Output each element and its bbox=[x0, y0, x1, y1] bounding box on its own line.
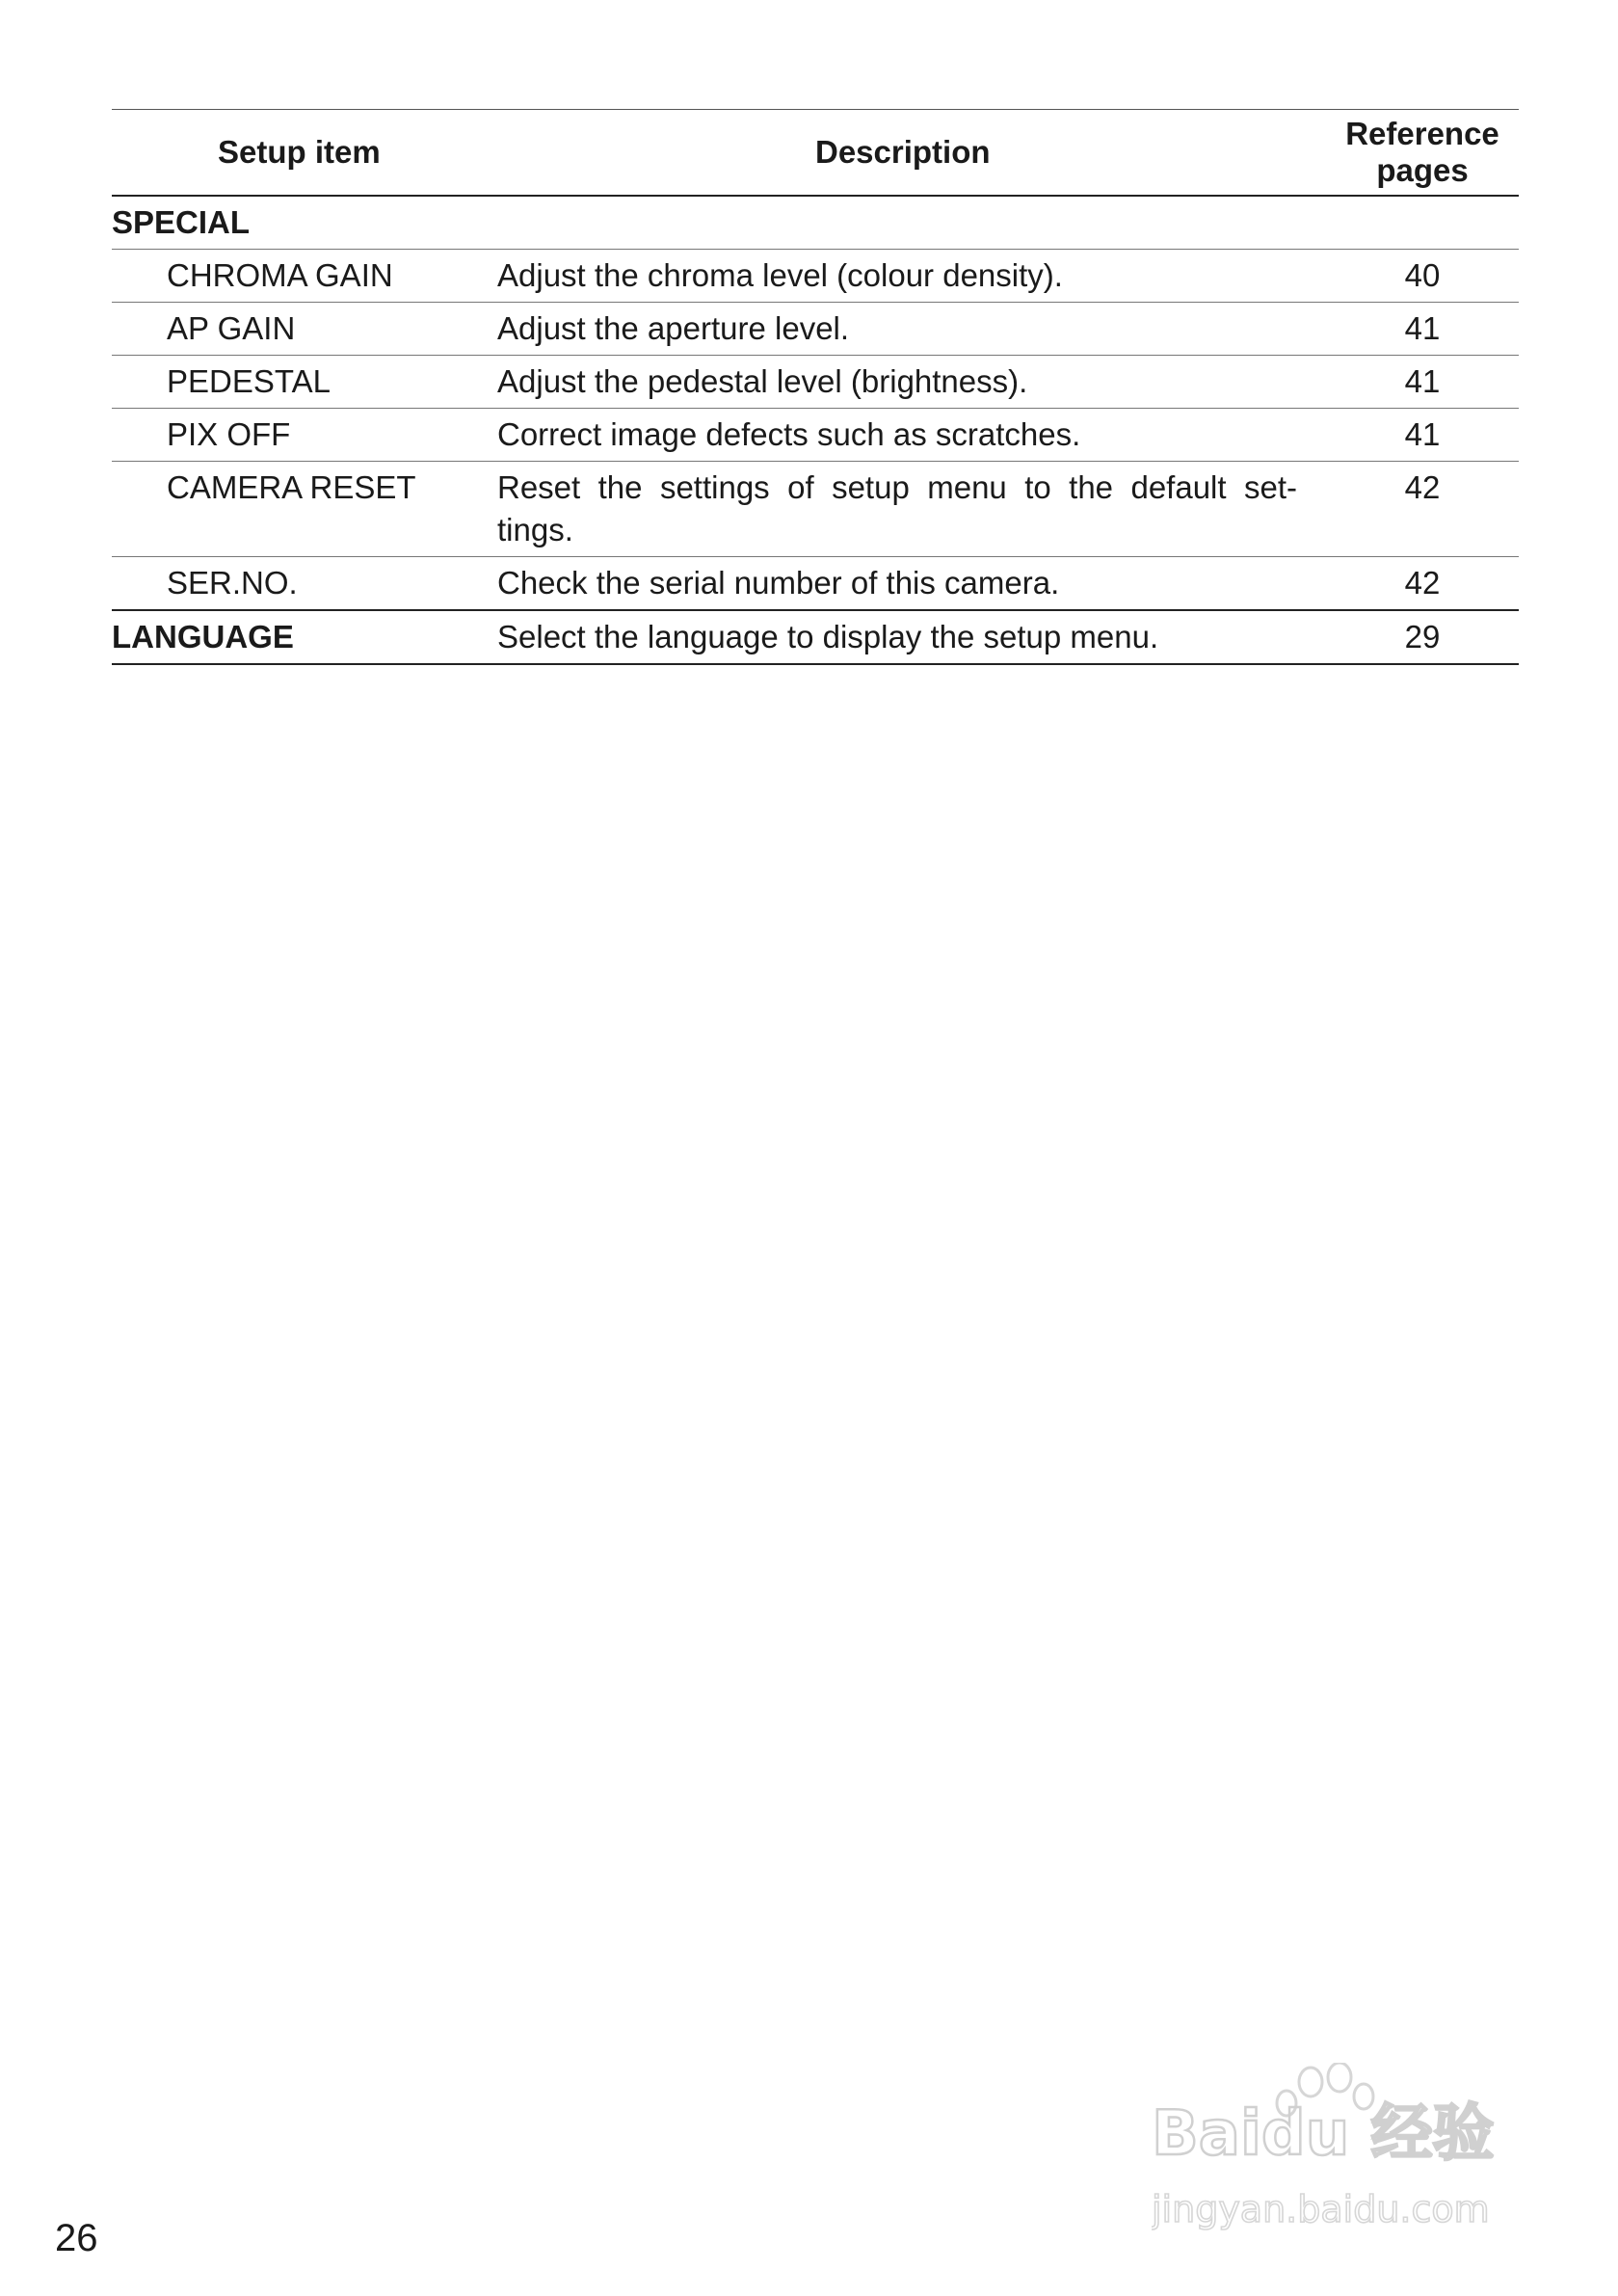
item-ser-no: SER.NO. bbox=[167, 565, 298, 601]
item-language: LANGUAGE bbox=[112, 619, 294, 654]
table-row bbox=[112, 462, 1519, 557]
item-chroma-gain: CHROMA GAIN bbox=[167, 257, 393, 293]
header-description: Description bbox=[815, 134, 991, 170]
item-ap-gain: AP GAIN bbox=[167, 310, 296, 346]
section-special-row bbox=[112, 196, 1519, 250]
row-reference-page: 41 bbox=[1404, 416, 1441, 452]
setup-table bbox=[112, 109, 1519, 665]
row-reference-page: 41 bbox=[1404, 310, 1441, 346]
watermark-brand: Baidu 经验 bbox=[1152, 2098, 1495, 2170]
section-special-label: SPECIAL bbox=[112, 204, 251, 240]
table-header-row bbox=[112, 110, 1519, 197]
row-reference-page: 29 bbox=[1404, 619, 1441, 654]
row-description: Adjust the chroma level (colour density). bbox=[497, 257, 1063, 293]
row-description: Select the language to display the setup menu. bbox=[497, 619, 1159, 654]
table-row bbox=[112, 356, 1519, 409]
table-row bbox=[112, 303, 1519, 356]
row-description: Adjust the aperture level. bbox=[497, 310, 850, 346]
row-description: Check the serial number of this camera. bbox=[497, 565, 1060, 601]
row-reference-page: 42 bbox=[1404, 469, 1441, 505]
table-row bbox=[112, 250, 1519, 303]
row-description: Reset the settings of setup menu to the default set- tings. bbox=[497, 469, 1297, 547]
watermark-logo bbox=[1152, 2063, 1537, 2256]
item-pedestal: PEDESTAL bbox=[167, 363, 331, 399]
item-camera-reset: CAMERA RESET bbox=[167, 469, 416, 505]
row-reference-page: 40 bbox=[1404, 257, 1441, 293]
header-reference-pages: Reference pages bbox=[1345, 116, 1499, 188]
row-reference-page: 42 bbox=[1404, 565, 1441, 601]
row-reference-page: 41 bbox=[1404, 363, 1441, 399]
watermark-url: jingyan.baidu.com bbox=[1152, 2188, 1490, 2230]
language-row bbox=[112, 610, 1519, 664]
row-description: Adjust the pedestal level (brightness). bbox=[497, 363, 1028, 399]
header-setup-item: Setup item bbox=[218, 134, 381, 170]
page-number: 26 bbox=[55, 2217, 98, 2259]
table-row bbox=[112, 409, 1519, 462]
row-description: Correct image defects such as scratches. bbox=[497, 416, 1081, 452]
table-row bbox=[112, 557, 1519, 611]
baidu-jingyan-watermark bbox=[1152, 2063, 1537, 2256]
item-pix-off: PIX OFF bbox=[167, 416, 291, 452]
